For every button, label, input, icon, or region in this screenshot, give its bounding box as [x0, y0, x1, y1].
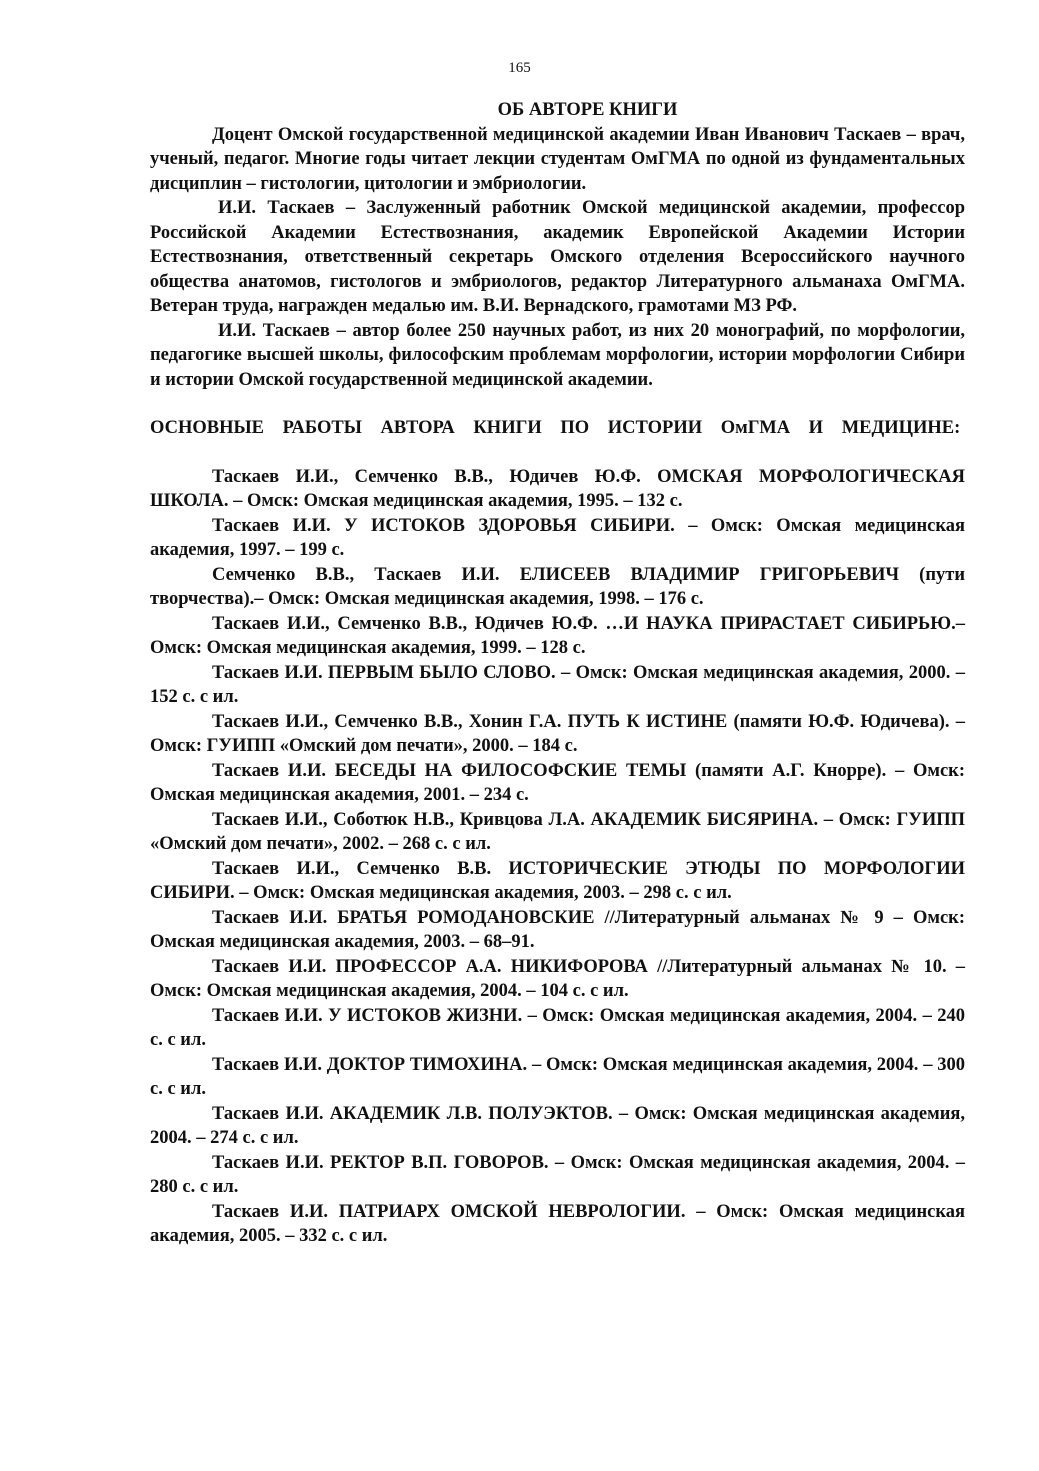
works-list	[150, 465, 965, 1249]
work-entry: Таскаев И.И., Семченко В.В., Юдичев Ю.Ф. …И НАУКА ПРИРАСТАЕТ СИБИРЬЮ.– Омск: Омская медицинская академия, 1999. – 128 с.	[150, 613, 965, 658]
section-title: ОБ АВТОРЕ КНИГИ	[497, 100, 678, 120]
work-entry: Таскаев И.И., Семченко В.В., Юдичев Ю.Ф. ОМСКАЯ МОРФОЛОГИЧЕСКАЯ ШКОЛА. – Омск: Омская медицинская академия, 1995. – 132 с.	[150, 466, 965, 511]
work-entry: Таскаев И.И., Семченко В.В., Хонин Г.А. ПУТЬ К ИСТИНЕ (памяти Ю.Ф. Юдичева). – Омск: ГУИПП «Омский дом печати», 2000. – 184 с.	[150, 711, 965, 756]
work-entry: Семченко В.В., Таскаев И.И. ЕЛИСЕЕВ ВЛАДИМИР ГРИГОРЬЕВИЧ (пути творчества).– Омск: Омская медицинская академия, 1998. – 176 с.	[150, 564, 965, 609]
work-entry: Таскаев И.И. ПРОФЕССОР А.А. НИКИФОРОВА //Литературный альманах № 10. – Омск: Омская медицинская академия, 2004. – 104 с. с ил.	[150, 956, 965, 1001]
work-entry: Таскаев И.И. ПАТРИАРХ ОМСКОЙ НЕВРОЛОГИИ. – Омск: Омская медицинская академия, 2005. – 332 с. с ил.	[150, 1201, 965, 1246]
about-paragraph: И.И. Таскаев – автор более 250 научных работ, из них 20 монографий, по морфологии, педагогике высшей школы, философским проблемам морфологии, истории морфологии Сибири и истории Омской государственной медицинской академии.	[150, 320, 965, 390]
work-entry: Таскаев И.И. АКАДЕМИК Л.В. ПОЛУЭКТОВ. – Омск: Омская медицинская академия, 2004. – 274 с. с ил.	[150, 1103, 965, 1148]
work-entry: Таскаев И.И. У ИСТОКОВ ЖИЗНИ. – Омск: Омская медицинская академия, 2004. – 240 с. с ил.	[150, 1005, 965, 1050]
work-entry: Таскаев И.И. ПЕРВЫМ БЫЛО СЛОВО. – Омск: Омская медицинская академия, 2000. – 152 с. с ил.	[150, 662, 965, 707]
work-entry: Таскаев И.И. БЕСЕДЫ НА ФИЛОСОФСКИЕ ТЕМЫ (памяти А.Г. Кнорре). – Омск: Омская медицинская академия, 2001. – 234 с.	[150, 760, 965, 805]
about-paragraph: Доцент Омской государственной медицинской академии Иван Иванович Таскаев – врач, ученый, педагог. Многие годы читает лекции студентам ОмГМА по одной из фундаментальных дисциплин – гистологии, цитологии и эмбриологии.	[150, 124, 965, 194]
work-entry: Таскаев И.И. БРАТЬЯ РОМОДАНОВСКИЕ //Литературный альманах № 9 – Омск: Омская медицинская академия, 2003. – 68–91.	[150, 907, 965, 952]
about-paragraph: И.И. Таскаев – Заслуженный работник Омской медицинской академии, профессор Российской Академии Естествознания, академик Европейской Академии Истории Естествознания, ответственный секретарь Омского отделения Всероссийского научного общества анатомов, гистологов и эмбриологов, редактор Литературного альманаха ОмГМА. Ветеран труда, награжден медалью им. В.И. Вернадского, грамотами МЗ РФ.	[150, 198, 965, 316]
work-entry: Таскаев И.И. ДОКТОР ТИМОХИНА. – Омск: Омская медицинская академия, 2004. – 300 с. с ил.	[150, 1054, 965, 1099]
work-entry: Таскаев И.И. У ИСТОКОВ ЗДОРОВЬЯ СИБИРИ. – Омск: Омская медицинская академия, 1997. – 199 с.	[150, 515, 965, 560]
page-content	[150, 98, 965, 1249]
page-number: 165	[508, 60, 531, 76]
work-entry: Таскаев И.И., Семченко В.В. ИСТОРИЧЕСКИЕ ЭТЮДЫ ПО МОРФОЛОГИИ СИБИРИ. – Омск: Омская медицинская академия, 2003. – 298 с. с ил.	[150, 858, 965, 903]
work-entry: Таскаев И.И., Соботюк Н.В., Кривцова Л.А. АКАДЕМИК БИСЯРИНА. – Омск: ГУИПП «Омский дом печати», 2002. – 268 с. с ил.	[150, 809, 965, 854]
works-heading: ОСНОВНЫЕ РАБОТЫ АВТОРА КНИГИ ПО ИСТОРИИ ОмГМА И МЕДИЦИНЕ:	[150, 418, 961, 438]
work-entry: Таскаев И.И. РЕКТОР В.П. ГОВОРОВ. – Омск: Омская медицинская академия, 2004. – 280 с. с ил.	[150, 1152, 965, 1197]
